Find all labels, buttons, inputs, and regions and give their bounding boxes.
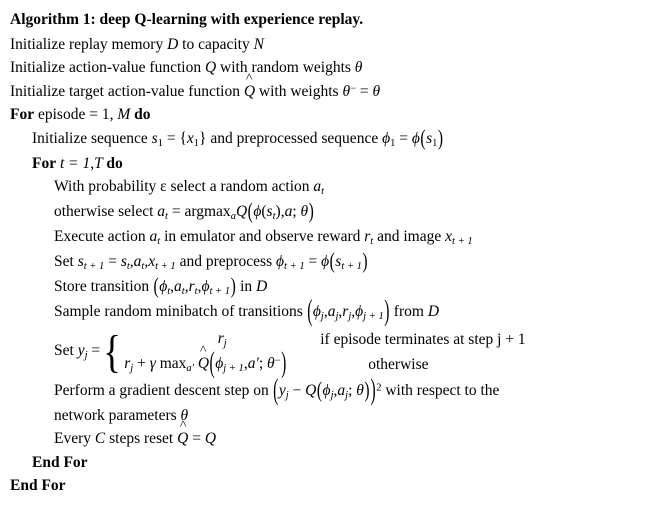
symbol-Q: Q [305,381,317,399]
symbol-a: a [157,203,166,221]
text: t = 1,T [56,154,107,172]
line-set-state [10,250,640,275]
line-reset-target [10,427,640,451]
symbol-gamma: γ [149,354,156,372]
symbol-s: s [426,129,433,147]
subscript: t [370,236,374,248]
cases-brace: { [103,325,122,377]
text: Set [54,253,78,271]
text: Initialize replay memory [10,35,168,53]
symbol-Q: Q [204,59,217,77]
paren-open: ( [273,373,279,406]
text: with respect to the [381,381,500,399]
text: from [389,303,428,321]
paren-close: ) [384,295,390,328]
subscript: t [141,261,145,273]
plus: + [133,354,150,372]
line-sample-minibatch [10,295,640,328]
text: and preprocess [175,253,276,271]
subscript: t + 1 [284,261,305,273]
comma: , [184,278,189,296]
symbol-theta: θ [356,381,364,399]
symbol-theta: θ [372,82,381,100]
symbol-phi: ϕ [253,203,262,221]
symbol-N: N [253,35,264,53]
subscript: t [181,286,185,298]
symbol-theta: θ [300,203,309,221]
subscript: j [320,311,324,323]
paren-open: ( [247,199,253,224]
keyword-for: For [32,154,57,172]
subscript: j [335,311,339,323]
line-execute-action [10,225,640,250]
paren-close-inner: ) [364,377,370,403]
equals: = [304,253,322,271]
case-nonterminal [124,347,525,380]
subscript: t + 1 [155,261,176,273]
subscript: t [126,261,130,273]
subscript: t + 1 [452,236,473,248]
subscript: j [223,338,227,349]
cases-body [124,327,526,380]
subscript: t + 1 [209,286,231,298]
text: Every [54,430,95,448]
text: Initialize target action-value function [10,82,244,100]
symbol-D: D [167,35,179,53]
paren-open: ( [153,274,159,299]
symbol-C: C [94,430,106,448]
subscript: j [348,311,352,323]
text: and image [373,228,446,246]
symbol-a: a [327,303,336,321]
line-store-transition [10,275,640,300]
symbol-phi: ϕ [321,253,330,271]
text: in [236,278,257,296]
subscript: t [194,286,198,298]
line-epsilon-greedy [10,175,640,200]
case-expression [124,347,320,380]
text: network parameters [54,406,181,424]
paren-close: ) [437,125,444,151]
symbol-M: M [117,106,131,124]
superscript-2: 2 [376,382,382,394]
comma: , [144,253,149,271]
symbol-phi: ϕ [275,253,285,271]
symbol-r: r [188,278,195,296]
text: steps reset [105,430,178,448]
subscript: j [84,350,88,362]
keyword-for: For [10,106,35,124]
text: } and preprocessed sequence [199,129,383,147]
equals: = [104,253,121,271]
symbol-phi: ϕ [215,354,224,372]
symbol-x: x [445,228,453,246]
comma: , [170,278,175,296]
symbol-phi: ϕ [322,381,331,399]
paren-open: ( [209,347,215,380]
symbol-x: x [186,129,194,147]
line-init-sequence [10,127,640,152]
subscript: 1 [157,137,163,149]
equals: = [188,430,205,448]
case-condition: if episode terminates at step j + 1 [320,330,526,348]
line-otherwise-argmax [10,200,640,225]
text: ,a [280,203,293,221]
text: otherwise select [54,203,158,221]
text: to capacity [178,35,254,53]
line-gradient-descent-cont [10,404,640,428]
paren-close: ) [281,347,287,380]
symbol-a: a [149,228,158,246]
subscript: 1 [390,137,396,149]
comma: , [333,381,338,399]
paren-open: ( [329,249,335,274]
symbol-phi: ϕ [312,303,321,321]
text: Execute action [54,228,150,246]
comma: , [129,253,134,271]
symbol-phi: ϕ [159,278,168,296]
symbol-a: a [174,278,182,296]
text: Set [54,342,78,360]
case-condition: otherwise [368,355,429,373]
symbol-s: s [77,253,84,271]
line-init-action-value-function [10,56,640,80]
semicolon: ; [348,381,357,399]
subscript: 1 [432,137,438,149]
symbol-a: a [337,381,346,399]
symbol-Q: Q [204,430,217,448]
symbol-y: y [278,381,286,399]
line-init-replay-memory [10,33,640,57]
symbol-r: r [342,303,349,321]
superscript-minus: − [350,83,357,95]
text: select a random action [166,178,314,196]
symbol-Q-hat: ^ Q [198,352,209,375]
text: Initialize action-value function [10,59,205,77]
equals: = [356,82,373,100]
symbol-a: a [313,178,322,196]
symbol-phi: ϕ [355,303,364,321]
text: With probability [54,178,161,196]
text: Store transition [54,278,154,296]
comma: , [338,303,343,321]
superscript-minus: − [274,355,281,367]
line-for-t [10,152,640,176]
text: Sample random minibatch of transitions [54,303,307,321]
subscript: t [167,286,171,298]
text: ; [292,203,301,221]
text: = { [162,129,187,147]
comma: , [323,303,328,321]
symbol-s: s [335,253,342,271]
comma: , [351,303,356,321]
subscript: j [130,362,134,374]
text: Perform a gradient descent step on [54,381,273,399]
comma: , [243,354,248,372]
symbol-x: x [148,253,156,271]
keyword-do: do [106,154,123,172]
text: with random weights [216,59,355,77]
equals: = [395,129,412,147]
line-end-for-outer: End For [10,477,66,495]
case-terminal [124,327,525,352]
symbol-phi: ϕ [201,278,210,296]
symbol-s: s [266,203,273,221]
subscript: t [157,236,161,248]
text: episode = 1, [34,106,118,124]
text: with weights [255,82,343,100]
subscript: t [321,186,325,198]
subscript: j [345,389,349,401]
minus: − [288,381,306,399]
paren-open: ( [420,125,426,151]
line-set-target-y [10,325,640,380]
set-y-label [54,339,101,364]
subscript: j [285,389,289,401]
symbol-a-prime: a′ [247,354,259,372]
symbol-Q: Q [235,203,248,221]
symbol-phi: ϕ [382,129,391,147]
algorithm-title: Algorithm 1: deep Q-learning with experience replay. [10,11,364,28]
symbol-D: D [256,278,268,296]
subscript: j [330,389,334,401]
subscript: t [165,211,168,223]
text: Initialize sequence [32,129,152,147]
symbol-epsilon: ε [160,178,167,196]
line-end-for-inner: End For [32,453,88,471]
subscript: t + 1 [83,261,105,273]
symbol-theta: θ [354,59,363,77]
equals: = [87,342,101,360]
symbol-r: r [124,354,131,372]
case-expression [124,327,320,352]
line-gradient-descent [10,373,640,406]
line-init-target-network [10,80,640,104]
paren-open-inner: ( [261,203,267,221]
symbol-r: r [364,228,371,246]
subscript: t [272,211,276,223]
paren-close: ) [308,199,314,224]
comma: , [197,278,202,296]
symbol-r: r [217,330,224,348]
symbol-theta-minus: θ [342,82,351,100]
text: = argmax [167,203,231,221]
subscript: t + 1 [341,261,362,273]
paren-open: ( [307,295,313,328]
symbol-Q-hat: ^ Q [244,80,255,104]
paren-close: ) [230,274,236,299]
subscript: j + 1 [363,311,384,323]
paren-close: ) [362,249,368,274]
symbol-theta: θ [180,406,189,424]
symbol-s: s [151,129,158,147]
symbol-phi: ϕ [411,129,420,147]
keyword-do: do [134,106,151,124]
paren-open-inner: ( [316,377,323,403]
subscript-a: a [230,211,236,223]
symbol-D: D [427,303,440,321]
symbol-s: s [120,253,127,271]
text-max: max [155,354,187,372]
subscript: j + 1 [223,362,244,374]
symbol-theta: θ [267,354,275,372]
text: in emulator and observe reward [160,228,365,246]
line-for-episode [10,103,640,127]
subscript: 1 [193,137,200,149]
paren-close-inner: ) [275,203,281,221]
paren-close: ) [370,373,376,406]
symbol-a: a [133,253,142,271]
semicolon: ; [258,354,268,372]
subscript: a′ [186,362,194,374]
symbol-Q-hat: ^ Q [177,427,188,451]
symbol-y: y [77,342,85,360]
